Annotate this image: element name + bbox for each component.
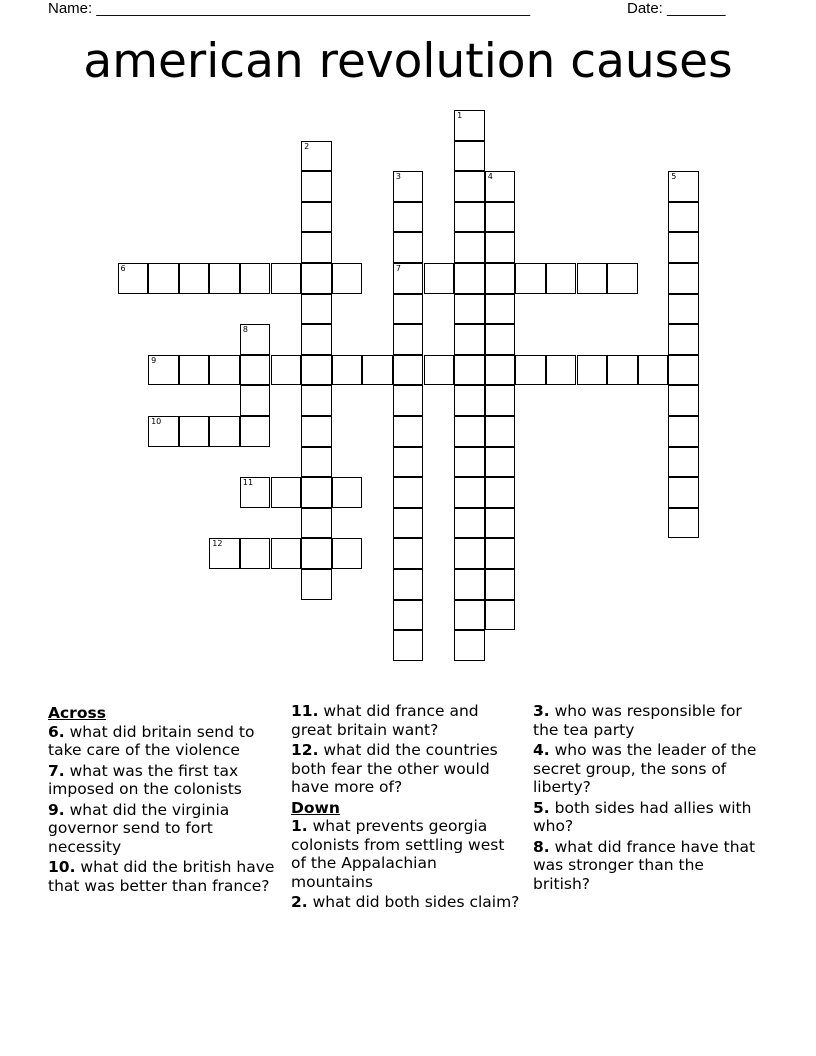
down-clue: 8. what did france have that was stronger than the british? [533, 837, 756, 893]
grid-cell[interactable] [668, 232, 699, 263]
grid-cell[interactable] [240, 263, 271, 294]
grid-cell[interactable] [179, 416, 210, 447]
grid-cell[interactable] [393, 508, 424, 539]
grid-cell[interactable] [485, 232, 516, 263]
grid-cell[interactable] [668, 416, 699, 447]
grid-cell[interactable] [454, 508, 485, 539]
clue-number: 9 [151, 355, 157, 365]
down-clue: 4. who was the leader of the secret group, the sons of liberty? [533, 741, 757, 796]
clues-column-2 [291, 702, 523, 914]
grid-cell[interactable] [332, 477, 363, 508]
grid-cell[interactable] [454, 477, 485, 508]
grid-cell[interactable] [393, 447, 424, 478]
grid-cell[interactable] [301, 508, 332, 539]
grid-cell[interactable] [485, 385, 516, 416]
grid-cell[interactable] [607, 263, 638, 294]
grid-cell[interactable] [668, 508, 699, 539]
grid-cell[interactable] [240, 385, 271, 416]
grid-cell[interactable] [301, 416, 332, 447]
grid-cell[interactable] [546, 355, 577, 386]
grid-cell[interactable] [393, 600, 424, 631]
grid-cell[interactable] [607, 355, 638, 386]
clue-number: 3 [395, 172, 401, 182]
grid-cell[interactable] [240, 324, 271, 355]
grid-cell[interactable] [577, 355, 608, 386]
grid-cell[interactable] [271, 477, 302, 508]
grid-cell[interactable] [454, 110, 485, 141]
across-clue: 12. what did the countries both fear the other would have more of? [291, 741, 498, 796]
grid-cell[interactable] [668, 324, 699, 355]
grid-cell[interactable] [301, 447, 332, 478]
grid-cell[interactable] [577, 263, 608, 294]
grid-cell[interactable] [301, 141, 332, 172]
grid-cell[interactable] [485, 569, 516, 600]
down-clue: 2. what did both sides claim? [291, 893, 520, 911]
grid-cell[interactable] [515, 263, 546, 294]
grid-cell[interactable] [668, 263, 699, 294]
grid-cell[interactable] [209, 538, 240, 569]
grid-cell[interactable] [454, 538, 485, 569]
grid-cell[interactable] [485, 600, 516, 631]
grid-cell[interactable] [148, 416, 179, 447]
grid-cell[interactable] [485, 324, 516, 355]
grid-cell[interactable] [393, 538, 424, 569]
grid-cell[interactable] [668, 385, 699, 416]
date-field-label: Date: _______ [627, 0, 726, 17]
grid-cell[interactable] [301, 202, 332, 233]
grid-cell[interactable] [485, 477, 516, 508]
grid-cell[interactable] [393, 630, 424, 661]
grid-cell[interactable] [454, 294, 485, 325]
grid-cell[interactable] [393, 569, 424, 600]
clue-number: 10 [151, 417, 162, 426]
grid-cell[interactable] [393, 263, 424, 294]
grid-cell[interactable] [668, 477, 699, 508]
grid-cell[interactable] [515, 355, 546, 386]
grid-cell[interactable] [240, 416, 271, 447]
across-clue: 9. what did the virginia governor send to fort necessity [48, 800, 230, 856]
grid-cell[interactable] [393, 355, 424, 386]
grid-cell[interactable] [668, 202, 699, 233]
grid-cell[interactable] [668, 171, 699, 202]
grid-cell[interactable] [301, 355, 332, 386]
grid-cell[interactable] [454, 569, 485, 600]
grid-cell[interactable] [454, 324, 485, 355]
across-clue: 11. what did france and great britain want? [291, 702, 479, 739]
grid-cell[interactable] [301, 569, 332, 600]
across-clue: 10. what did the british have that was better than france? [48, 858, 275, 895]
clue-number: 11 [242, 478, 254, 488]
grid-cell[interactable] [454, 630, 485, 661]
grid-cell[interactable] [393, 294, 424, 325]
grid-cell[interactable] [485, 202, 516, 233]
down-heading: Down [291, 798, 340, 817]
clue-number: 5 [671, 172, 677, 182]
grid-cell[interactable] [301, 171, 332, 202]
grid-cell[interactable] [454, 141, 485, 172]
grid-cell[interactable] [179, 263, 210, 294]
puzzle-title: american revolution causes [83, 34, 733, 89]
grid-cell[interactable] [362, 355, 393, 386]
grid-cell[interactable] [332, 263, 363, 294]
grid-cell[interactable] [454, 447, 485, 478]
clue-number: 4 [487, 172, 493, 182]
grid-cell[interactable] [301, 324, 332, 355]
grid-cell[interactable] [668, 355, 699, 386]
grid-cell[interactable] [301, 294, 332, 325]
grid-cell[interactable] [209, 263, 240, 294]
grid-cell[interactable] [454, 232, 485, 263]
grid-cell[interactable] [485, 447, 516, 478]
grid-cell[interactable] [485, 416, 516, 447]
across-heading: Across [48, 704, 106, 722]
clue-number: 1 [457, 111, 463, 120]
grid-cell[interactable] [393, 477, 424, 508]
grid-cell[interactable] [332, 538, 363, 569]
grid-cell[interactable] [271, 355, 302, 386]
grid-cell[interactable] [301, 538, 332, 569]
grid-cell[interactable] [454, 385, 485, 416]
clue-number: 12 [212, 539, 223, 549]
grid-cell[interactable] [485, 263, 516, 294]
grid-cell[interactable] [485, 508, 516, 539]
grid-cell[interactable] [240, 355, 271, 386]
clues-column-3 [533, 702, 765, 895]
grid-cell[interactable] [454, 355, 485, 386]
grid-cell[interactable] [424, 355, 455, 386]
across-clue: 7. what was the first tax imposed on the colonists [48, 761, 242, 798]
grid-cell[interactable] [271, 538, 302, 569]
grid-cell[interactable] [240, 477, 271, 508]
grid-cell[interactable] [485, 294, 516, 325]
grid-cell[interactable] [393, 385, 424, 416]
grid-cell[interactable] [393, 232, 424, 263]
grid-cell[interactable] [209, 355, 240, 386]
grid-cell[interactable] [454, 263, 485, 294]
grid-cell[interactable] [209, 416, 240, 447]
grid-cell[interactable] [485, 355, 516, 386]
clue-number: 8 [242, 325, 248, 335]
down-clue: 1. what prevents georgia colonists from settling west of the Appalachian mountains [291, 817, 505, 891]
name-field-label: Name: ____________________________________________________ [48, 0, 531, 17]
grid-cell[interactable] [271, 263, 302, 294]
grid-cell[interactable] [454, 600, 485, 631]
grid-cell[interactable] [301, 385, 332, 416]
grid-cell[interactable] [393, 416, 424, 447]
down-clue: 5. both sides had allies with who? [533, 798, 752, 835]
down-clue: 3. who was responsible for the tea party [533, 702, 742, 739]
grid-cell[interactable] [424, 263, 455, 294]
grid-cell[interactable] [179, 355, 210, 386]
grid-cell[interactable] [393, 171, 424, 202]
grid-cell[interactable] [454, 171, 485, 202]
grid-cell[interactable] [332, 355, 363, 386]
grid-cell[interactable] [301, 477, 332, 508]
grid-cell[interactable] [668, 447, 699, 478]
grid-cell[interactable] [301, 263, 332, 294]
clue-number: 6 [120, 264, 126, 273]
grid-cell[interactable] [148, 355, 179, 386]
clue-number: 7 [395, 264, 401, 273]
grid-cell[interactable] [148, 263, 179, 294]
clue-number: 2 [304, 141, 310, 151]
grid-cell[interactable] [485, 171, 516, 202]
grid-cell[interactable] [638, 355, 669, 386]
grid-cell[interactable] [546, 263, 577, 294]
grid-cell[interactable] [668, 294, 699, 325]
across-clue: 6. what did britain send to take care of the violence [48, 722, 255, 759]
clues-column-1 [48, 702, 280, 897]
grid-cell[interactable] [454, 416, 485, 447]
grid-cell[interactable] [485, 538, 516, 569]
grid-cell[interactable] [118, 263, 149, 294]
grid-cell[interactable] [393, 202, 424, 233]
grid-cell[interactable] [454, 202, 485, 233]
grid-cell[interactable] [240, 538, 271, 569]
grid-cell[interactable] [393, 324, 424, 355]
grid-cell[interactable] [301, 232, 332, 263]
